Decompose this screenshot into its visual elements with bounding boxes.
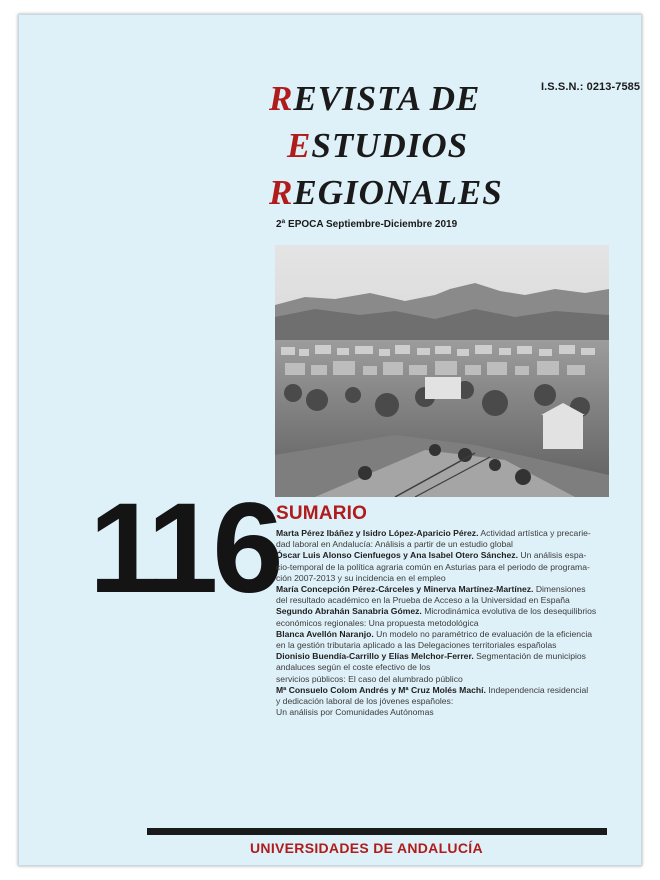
issue-number: 116: [89, 477, 278, 620]
toc-entry: [276, 606, 616, 628]
toc-title: servicios públicos: El caso del alumbrado público: [276, 673, 463, 684]
toc-title: ción 2007-2013 y su incidencia en el empleo: [276, 572, 446, 583]
epoch-label: 2ª EPOCA Septiembre-Diciembre 2019: [276, 219, 458, 230]
toc-author: María Concepción Pérez-Cárceles y Minerva Martínez-Martínez.: [276, 584, 534, 595]
title-rest: EGIONALES: [293, 173, 503, 212]
sumario-heading: SUMARIO: [276, 503, 368, 524]
toc-entry: [276, 685, 616, 719]
toc-title: Segmentación de municipios: [476, 651, 586, 662]
toc-title: Un análisis por Comunidades Autónomas: [276, 707, 434, 718]
toc-title: Microdinámica evolutiva de los desequilibrios: [424, 606, 597, 617]
toc-author: Marta Pérez Ibáñez y Isidro López-Aparicio Pérez.: [276, 528, 479, 538]
toc-entry: [276, 651, 616, 685]
publisher-footer: UNIVERSIDADES DE ANDALUCÍA: [250, 840, 483, 856]
title-initial: R: [269, 173, 294, 212]
toc-author: Óscar Luis Alonso Cienfuegos y Ana Isabel Otero Sánchez.: [276, 550, 518, 561]
toc-author: Blanca Avellón Naranjo.: [276, 628, 374, 639]
cover-photo: [275, 245, 609, 497]
title-line-3: [269, 169, 529, 216]
toc-title: dad laboral en Andalucía: Análisis a partir de un estudio global: [276, 539, 513, 550]
title-rest: STUDIOS: [311, 126, 469, 165]
title-initial: R: [269, 79, 294, 118]
toc-entry: [276, 629, 616, 651]
toc-title: Independencia residencial: [488, 684, 589, 695]
toc-entry: [276, 550, 616, 584]
table-of-contents: [276, 528, 616, 718]
toc-title: Dimensiones: [535, 584, 586, 595]
toc-title: cio-temporal de la política agraria común en Asturias para el periodo de programa-: [276, 561, 590, 572]
toc-title: Un modelo no paramétrico de evaluación de la eficiencia: [376, 628, 593, 639]
toc-title: y dedicación laboral de los jóvenes españoles:: [276, 696, 454, 707]
toc-title: Actividad artística y precarie-: [480, 528, 591, 538]
title-line-1: [269, 75, 529, 122]
title-initial: E: [287, 126, 312, 165]
toc-author: Segundo Abrahán Sanabria Gómez.: [276, 606, 422, 617]
journal-title: [269, 75, 529, 216]
historic-city-panorama-photo: [275, 245, 609, 497]
toc-title: en la gestión tributaria aplicado a las Delegaciones territoriales españolas: [276, 640, 557, 651]
issn-label: I.S.S.N.: 0213-7585: [541, 81, 641, 93]
journal-cover: [18, 14, 642, 866]
toc-title: andaluces según el coste efectivo de los: [276, 662, 431, 673]
toc-title: económicos regionales: Una propuesta metodológica: [276, 617, 479, 628]
toc-author: Dionisio Buendía-Carrillo y Elías Melchor-Ferrer.: [276, 651, 474, 662]
title-rest: EVISTA DE: [293, 79, 481, 118]
title-line-2: [269, 122, 529, 169]
footer-divider: [147, 828, 607, 835]
toc-entry: [276, 584, 616, 606]
toc-title: Un análisis espa-: [520, 550, 587, 561]
toc-entry: [276, 528, 616, 550]
toc-title: del resultado académico en la Prueba de Acceso a la Universidad en España: [276, 595, 570, 606]
toc-author: Mª Consuelo Colom Andrés y Mª Cruz Molés Machí.: [276, 684, 486, 695]
